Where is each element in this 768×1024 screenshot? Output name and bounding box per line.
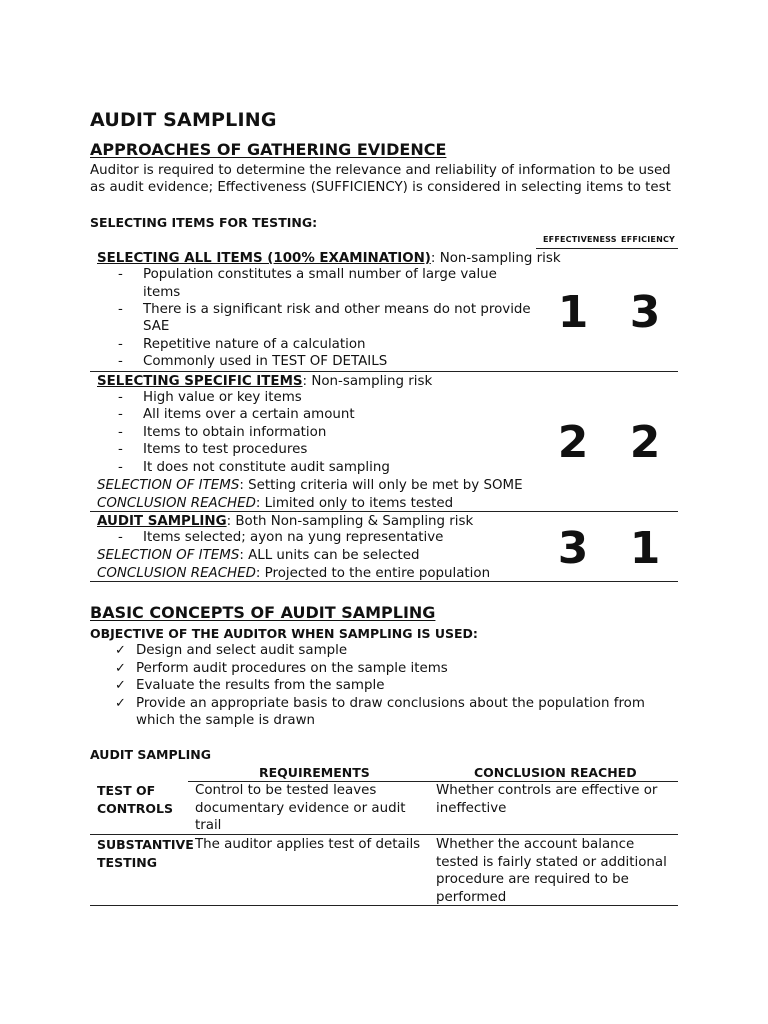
row-head-line-1: TEST OF xyxy=(97,783,156,798)
audit-sampling-label: AUDIT SAMPLING xyxy=(97,514,227,529)
check-icon: ✓ xyxy=(115,678,126,693)
all-items-bullet-1: Population constitutes a small number of large value xyxy=(143,267,497,282)
sampling-selection-text: : ALL units can be selected xyxy=(239,548,420,563)
row-divider xyxy=(90,511,678,512)
row-divider xyxy=(90,371,678,372)
specific-items-bullet-5: It does not constitute audit sampling xyxy=(143,460,390,475)
sampling-selection-label: SELECTION OF ITEMS xyxy=(97,548,240,563)
all-items-bullet-4: Commonly used in TEST OF DETAILS xyxy=(143,354,388,369)
header-rule xyxy=(536,248,678,249)
row-test-of-controls-conclusion xyxy=(436,782,657,817)
specific-conclusion-line xyxy=(97,495,453,513)
bullet-dash: - xyxy=(118,337,123,352)
cell-line: procedure are required to be xyxy=(436,872,629,887)
specific-conclusion-text: : Limited only to items tested xyxy=(255,496,454,511)
bullet-dash: - xyxy=(118,425,123,440)
audit-sampling-bullet-1: Items selected; ayon na yung representative xyxy=(143,530,444,545)
row-head-line-2: TESTING xyxy=(97,854,157,870)
specific-selection-label: SELECTION OF ITEMS xyxy=(97,478,240,493)
sampling-selection-line xyxy=(97,547,419,565)
all-items-effectiveness-score: 1 xyxy=(557,287,589,338)
table-heading: AUDIT SAMPLING xyxy=(90,747,211,762)
row-test-of-controls-requirements xyxy=(195,782,406,835)
col-conclusion-reached: CONCLUSION REACHED xyxy=(474,765,637,780)
audit-sampling-title xyxy=(97,513,473,531)
cell-line: documentary evidence or audit xyxy=(195,800,406,816)
table-bottom-rule xyxy=(90,905,678,906)
cell-line: The auditor applies test of details xyxy=(195,837,421,852)
all-items-title xyxy=(97,250,561,268)
specific-selection-text: : Setting criteria will only be met by SOME xyxy=(239,478,523,493)
page-title: AUDIT SAMPLING xyxy=(90,109,277,131)
bullet-dash: - xyxy=(118,407,123,422)
row-divider xyxy=(90,581,678,582)
row-substantive-testing-conclusion xyxy=(436,836,667,906)
basic-concepts-heading: BASIC CONCEPTS OF AUDIT SAMPLING xyxy=(90,603,436,622)
bullet-dash: - xyxy=(118,354,123,369)
specific-items-efficiency-score: 2 xyxy=(629,417,661,468)
sampling-conclusion-text: : Projected to the entire population xyxy=(255,566,491,581)
cell-line: trail xyxy=(195,818,222,833)
selecting-heading: SELECTING ITEMS FOR TESTING: xyxy=(90,215,318,230)
row-test-of-controls-head xyxy=(97,782,173,817)
specific-items-bullet-1: High value or key items xyxy=(143,390,302,405)
sampling-conclusion-label: CONCLUSION REACHED xyxy=(97,566,256,581)
all-items-bullet-2-cont: SAE xyxy=(143,319,170,334)
objective-heading: OBJECTIVE OF THE AUDITOR WHEN SAMPLING IS USED: xyxy=(90,626,478,641)
specific-items-bullet-4: Items to test procedures xyxy=(143,442,308,457)
cell-line: ineffective xyxy=(436,800,507,816)
specific-items-effectiveness-score: 2 xyxy=(557,417,589,468)
objective-item-4-cont: which the sample is drawn xyxy=(136,713,316,728)
all-items-bullet-3: Repetitive nature of a calculation xyxy=(143,337,366,352)
table-row-rule xyxy=(90,834,678,835)
objective-item-3: Evaluate the results from the sample xyxy=(136,678,385,693)
cell-line: performed xyxy=(436,889,507,905)
check-icon: ✓ xyxy=(115,661,126,676)
bullet-dash: - xyxy=(118,460,123,475)
specific-conclusion-label: CONCLUSION REACHED xyxy=(97,496,256,511)
row-substantive-testing-head xyxy=(97,836,194,871)
objective-item-2: Perform audit procedures on the sample items xyxy=(136,661,448,676)
approaches-heading: APPROACHES OF GATHERING EVIDENCE xyxy=(90,140,447,159)
bullet-dash: - xyxy=(118,442,123,457)
objective-item-1: Design and select audit sample xyxy=(136,643,348,658)
objective-item-4: Provide an appropriate basis to draw conclusions about the population from xyxy=(136,696,645,711)
check-icon: ✓ xyxy=(115,643,126,658)
intro-line-2: as audit evidence; Effectiveness (SUFFICIENCY) is considered in selecting items to test xyxy=(90,180,671,195)
cell-line: Whether controls are effective or xyxy=(436,783,658,798)
bullet-dash: - xyxy=(118,530,123,545)
cell-line: Control to be tested leaves xyxy=(195,783,377,798)
all-items-efficiency-score: 3 xyxy=(629,287,661,338)
bullet-dash: - xyxy=(118,302,123,317)
bullet-dash: - xyxy=(118,390,123,405)
bullet-dash: - xyxy=(118,267,123,282)
col-effectiveness: EFFECTIVENESS xyxy=(543,235,617,244)
row-head-line-1: SUBSTANTIVE xyxy=(97,837,194,852)
col-requirements: REQUIREMENTS xyxy=(259,765,370,780)
specific-items-title xyxy=(97,373,432,391)
all-items-suffix: : Non-sampling risk xyxy=(430,251,561,266)
col-efficiency: EFFICIENCY xyxy=(621,235,676,244)
row-head-line-2: CONTROLS xyxy=(97,800,174,816)
intro-line-1: Auditor is required to determine the relevance and reliability of information to be used xyxy=(90,163,671,178)
specific-selection-line xyxy=(97,477,523,495)
audit-sampling-efficiency-score: 1 xyxy=(629,523,661,574)
cell-line: tested is fairly stated or additional xyxy=(436,854,667,870)
specific-items-label: SELECTING SPECIFIC ITEMS xyxy=(97,374,303,389)
check-icon: ✓ xyxy=(115,696,126,711)
cell-line: Whether the account balance xyxy=(436,837,635,852)
audit-sampling-effectiveness-score: 3 xyxy=(557,523,589,574)
specific-items-bullet-3: Items to obtain information xyxy=(143,425,327,440)
specific-items-suffix: : Non-sampling risk xyxy=(302,374,433,389)
all-items-bullet-2: There is a significant risk and other means do not provide xyxy=(143,302,531,317)
all-items-bullet-1-cont: items xyxy=(143,285,181,300)
specific-items-bullet-2: All items over a certain amount xyxy=(143,407,355,422)
audit-sampling-suffix: : Both Non-sampling & Sampling risk xyxy=(226,514,474,529)
sampling-conclusion-line xyxy=(97,565,490,583)
all-items-label: SELECTING ALL ITEMS (100% EXAMINATION) xyxy=(97,251,431,266)
row-substantive-testing-requirements xyxy=(195,836,420,854)
